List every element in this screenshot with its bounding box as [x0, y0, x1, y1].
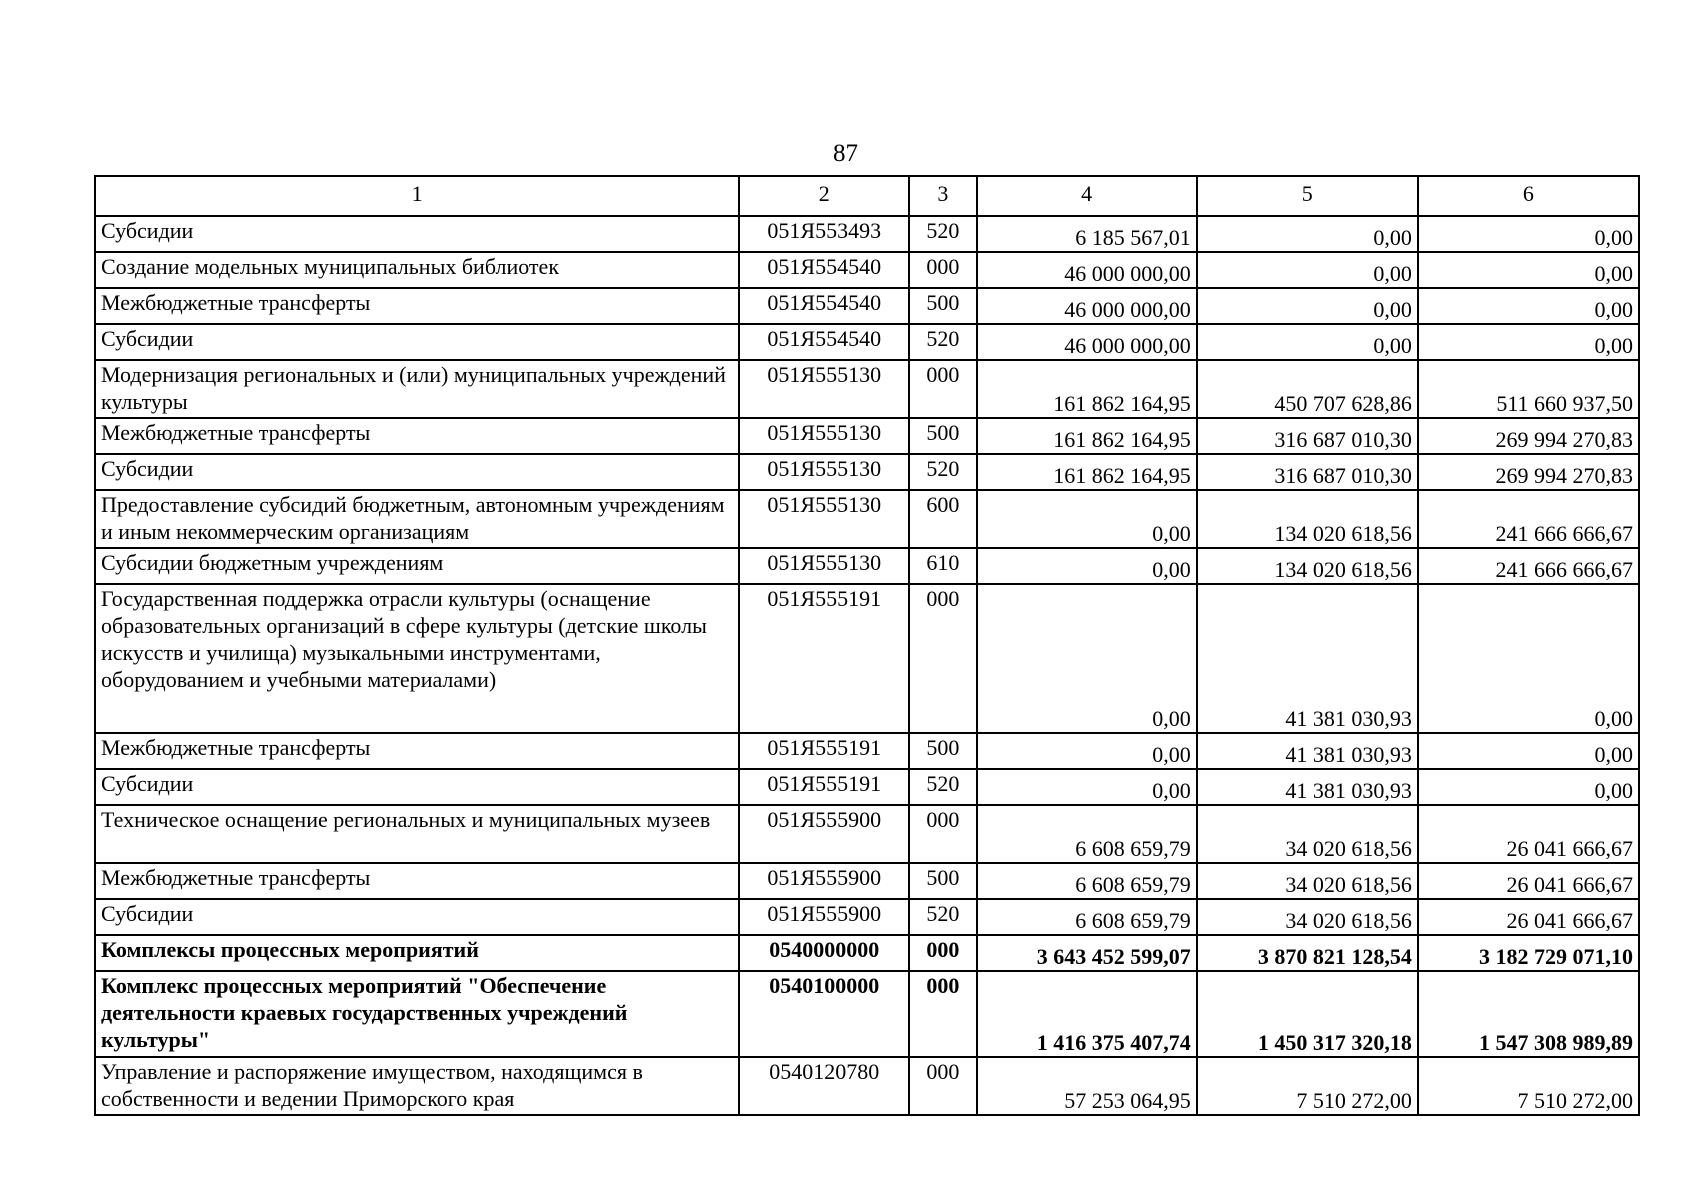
header-col-5: 5	[1197, 176, 1418, 216]
row-value-4: 161 862 164,95	[977, 418, 1197, 454]
row-type: 610	[909, 548, 976, 584]
row-value-5: 34 020 618,56	[1197, 899, 1418, 935]
row-type: 000	[909, 1057, 976, 1115]
table-row	[95, 324, 1639, 360]
row-name: Техническое оснащение региональных и муниципальных музеев	[95, 805, 739, 863]
row-code: 051Я555900	[739, 805, 909, 863]
table-body	[95, 216, 1639, 1115]
row-type: 000	[909, 584, 976, 733]
table-row	[95, 805, 1639, 863]
row-value-6: 1 547 308 989,89	[1418, 971, 1639, 1057]
row-type: 500	[909, 288, 976, 324]
row-value-6: 26 041 666,67	[1418, 805, 1639, 863]
row-type: 000	[909, 360, 976, 418]
row-value-5: 7 510 272,00	[1197, 1057, 1418, 1115]
row-value-6: 0,00	[1418, 252, 1639, 288]
row-value-4: 1 416 375 407,74	[977, 971, 1197, 1057]
row-value-6: 0,00	[1418, 288, 1639, 324]
row-value-4: 46 000 000,00	[977, 288, 1197, 324]
row-name: Управление и распоряжение имуществом, находящимся в собственности и ведении Приморского края	[95, 1057, 739, 1115]
row-value-6: 241 666 666,67	[1418, 490, 1639, 548]
row-code: 051Я555130	[739, 454, 909, 490]
row-value-6: 0,00	[1418, 769, 1639, 805]
row-type: 000	[909, 805, 976, 863]
row-name: Межбюджетные трансферты	[95, 288, 739, 324]
row-value-6: 269 994 270,83	[1418, 418, 1639, 454]
table-row	[95, 935, 1639, 971]
row-type: 000	[909, 971, 976, 1057]
row-value-6: 241 666 666,67	[1418, 548, 1639, 584]
row-code: 051Я555191	[739, 584, 909, 733]
row-value-6: 269 994 270,83	[1418, 454, 1639, 490]
row-code: 051Я553493	[739, 216, 909, 252]
budget-table	[94, 175, 1640, 1116]
row-value-5: 0,00	[1197, 216, 1418, 252]
row-name: Субсидии	[95, 324, 739, 360]
row-value-5: 316 687 010,30	[1197, 454, 1418, 490]
table-row	[95, 360, 1639, 418]
row-value-4: 161 862 164,95	[977, 454, 1197, 490]
row-type: 520	[909, 454, 976, 490]
table-row	[95, 584, 1639, 733]
table-row	[95, 454, 1639, 490]
row-name: Создание модельных муниципальных библиотек	[95, 252, 739, 288]
table-row	[95, 769, 1639, 805]
table-row	[95, 418, 1639, 454]
table-row	[95, 899, 1639, 935]
row-value-6: 511 660 937,50	[1418, 360, 1639, 418]
row-name: Комплекс процессных мероприятий "Обеспечение деятельности краевых государственных учреждений культуры"	[95, 971, 739, 1057]
row-value-5: 0,00	[1197, 324, 1418, 360]
row-value-5: 41 381 030,93	[1197, 769, 1418, 805]
table-row	[95, 490, 1639, 548]
header-col-4: 4	[977, 176, 1197, 216]
row-code: 051Я554540	[739, 252, 909, 288]
row-value-5: 134 020 618,56	[1197, 490, 1418, 548]
row-code: 0540000000	[739, 935, 909, 971]
row-value-5: 1 450 317 320,18	[1197, 971, 1418, 1057]
row-code: 0540120780	[739, 1057, 909, 1115]
table-header	[95, 176, 1639, 216]
row-type: 000	[909, 252, 976, 288]
row-value-5: 450 707 628,86	[1197, 360, 1418, 418]
row-value-5: 41 381 030,93	[1197, 733, 1418, 769]
row-value-5: 0,00	[1197, 288, 1418, 324]
header-col-3: 3	[909, 176, 976, 216]
row-code: 051Я555900	[739, 863, 909, 899]
row-value-4: 0,00	[977, 548, 1197, 584]
row-value-5: 41 381 030,93	[1197, 584, 1418, 733]
row-type: 520	[909, 769, 976, 805]
row-value-6: 7 510 272,00	[1418, 1057, 1639, 1115]
row-value-6: 26 041 666,67	[1418, 863, 1639, 899]
row-code: 051Я555130	[739, 490, 909, 548]
row-value-6: 26 041 666,67	[1418, 899, 1639, 935]
header-col-1: 1	[95, 176, 739, 216]
row-type: 500	[909, 418, 976, 454]
row-name: Предоставление субсидий бюджетным, автономным учреждениям и иным некоммерческим организациям	[95, 490, 739, 548]
header-col-2: 2	[739, 176, 909, 216]
table-row	[95, 863, 1639, 899]
row-value-4: 0,00	[977, 733, 1197, 769]
row-value-5: 34 020 618,56	[1197, 805, 1418, 863]
row-value-4: 161 862 164,95	[977, 360, 1197, 418]
row-value-5: 0,00	[1197, 252, 1418, 288]
row-value-4: 6 608 659,79	[977, 863, 1197, 899]
row-name: Субсидии	[95, 454, 739, 490]
row-name: Модернизация региональных и (или) муниципальных учреждений культуры	[95, 360, 739, 418]
row-value-6: 0,00	[1418, 216, 1639, 252]
row-name: Межбюджетные трансферты	[95, 863, 739, 899]
row-value-4: 0,00	[977, 584, 1197, 733]
row-name: Комплексы процессных мероприятий	[95, 935, 739, 971]
row-value-4: 6 608 659,79	[977, 805, 1197, 863]
row-value-4: 6 608 659,79	[977, 899, 1197, 935]
row-type: 520	[909, 216, 976, 252]
row-value-6: 0,00	[1418, 324, 1639, 360]
row-value-4: 3 643 452 599,07	[977, 935, 1197, 971]
row-code: 051Я554540	[739, 324, 909, 360]
row-type: 600	[909, 490, 976, 548]
row-name: Субсидии	[95, 216, 739, 252]
row-code: 051Я554540	[739, 288, 909, 324]
header-col-6: 6	[1418, 176, 1639, 216]
row-name: Субсидии	[95, 899, 739, 935]
row-type: 500	[909, 863, 976, 899]
row-value-6: 3 182 729 071,10	[1418, 935, 1639, 971]
table-row	[95, 288, 1639, 324]
row-type: 000	[909, 935, 976, 971]
row-code: 051Я555130	[739, 360, 909, 418]
header-row	[95, 176, 1639, 216]
row-value-6: 0,00	[1418, 584, 1639, 733]
row-name: Субсидии	[95, 769, 739, 805]
row-code: 051Я555130	[739, 418, 909, 454]
row-value-4: 46 000 000,00	[977, 252, 1197, 288]
row-code: 051Я555191	[739, 733, 909, 769]
row-type: 520	[909, 324, 976, 360]
row-code: 051Я555900	[739, 899, 909, 935]
row-type: 500	[909, 733, 976, 769]
table-row	[95, 252, 1639, 288]
table-row	[95, 548, 1639, 584]
row-value-5: 134 020 618,56	[1197, 548, 1418, 584]
row-type: 520	[909, 899, 976, 935]
table-row	[95, 971, 1639, 1057]
row-value-5: 316 687 010,30	[1197, 418, 1418, 454]
row-value-5: 34 020 618,56	[1197, 863, 1418, 899]
row-value-4: 0,00	[977, 769, 1197, 805]
row-name: Межбюджетные трансферты	[95, 733, 739, 769]
row-value-4: 0,00	[977, 490, 1197, 548]
table-row	[95, 733, 1639, 769]
table-row	[95, 216, 1639, 252]
row-value-5: 3 870 821 128,54	[1197, 935, 1418, 971]
page-number: 87	[833, 140, 858, 167]
row-value-6: 0,00	[1418, 733, 1639, 769]
row-value-4: 6 185 567,01	[977, 216, 1197, 252]
row-value-4: 57 253 064,95	[977, 1057, 1197, 1115]
row-name: Межбюджетные трансферты	[95, 418, 739, 454]
row-value-4: 46 000 000,00	[977, 324, 1197, 360]
row-name: Государственная поддержка отрасли культуры (оснащение образовательных организаций в сфере культуры (детские школы искусств и училища) музыкальными инструментами, оборудованием и учебными материалами)	[95, 584, 739, 733]
row-code: 0540100000	[739, 971, 909, 1057]
row-code: 051Я555191	[739, 769, 909, 805]
row-name: Субсидии бюджетным учреждениям	[95, 548, 739, 584]
row-code: 051Я555130	[739, 548, 909, 584]
table-row	[95, 1057, 1639, 1115]
